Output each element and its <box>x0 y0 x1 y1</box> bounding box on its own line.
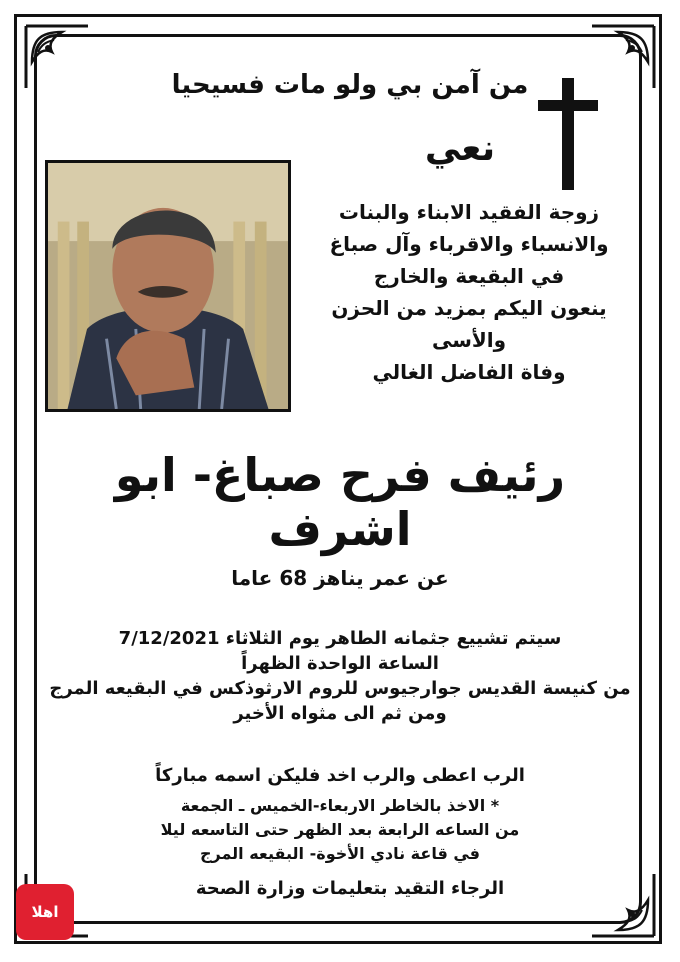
deceased-photo <box>45 160 291 412</box>
condolence-line: الرب اعطى والرب اخد فليكن اسمه مباركاً <box>155 765 525 786</box>
funeral-details <box>40 626 640 726</box>
funeral-line: الساعة الواحدة الظهراً <box>241 653 439 674</box>
age-line: عن عمر يناهز 68 عاما <box>231 566 449 590</box>
family-line: والانسباء والاقرباء وآل صباغ <box>329 232 609 256</box>
condolence-line: من الساعه الرابعة بعد الظهر حتى التاسعه ليلا <box>160 820 520 839</box>
corner-ornament-icon <box>588 22 658 92</box>
health-ministry-note: الرجاء التقيد بتعليمات وزارة الصحة <box>195 878 505 899</box>
funeral-line: سيتم تشييع جثمانه الطاهر يوم الثلاثاء 7/12/2021 <box>118 628 562 649</box>
funeral-line: ومن ثم الى مثواه الأخير <box>233 703 447 724</box>
family-line: ينعون اليكم بمزيد من الحزن والأسى <box>331 296 607 352</box>
family-announcement <box>296 196 642 388</box>
family-line: وفاة الفاضل الغالي <box>372 360 566 384</box>
funeral-line: من كنيسة القديس جوارجيوس للروم الارثوذكس في البقيعه المرج <box>49 678 631 699</box>
condolence-details <box>40 764 640 866</box>
bible-verse: من آمن بي ولو مات فسيحيا <box>171 70 529 100</box>
family-line: زوجة الفقيد الابناء والبنات <box>338 200 600 224</box>
corner-ornament-icon <box>588 870 658 940</box>
site-logo[interactable]: اهلا <box>16 884 74 940</box>
page-title: نعي <box>424 128 496 169</box>
condolence-line: * الاخذ بالخاطر الاربعاء-الخميس ـ الجمعة <box>180 796 500 815</box>
cross-icon <box>538 78 598 190</box>
deceased-name: رئيف فرح صباغ- ابو اشرف <box>114 448 566 556</box>
corner-ornament-icon <box>22 22 92 92</box>
condolence-line: في قاعة نادي الأخوة- البقيعه المرج <box>199 844 481 863</box>
family-line: في البقيعة والخارج <box>373 264 565 288</box>
